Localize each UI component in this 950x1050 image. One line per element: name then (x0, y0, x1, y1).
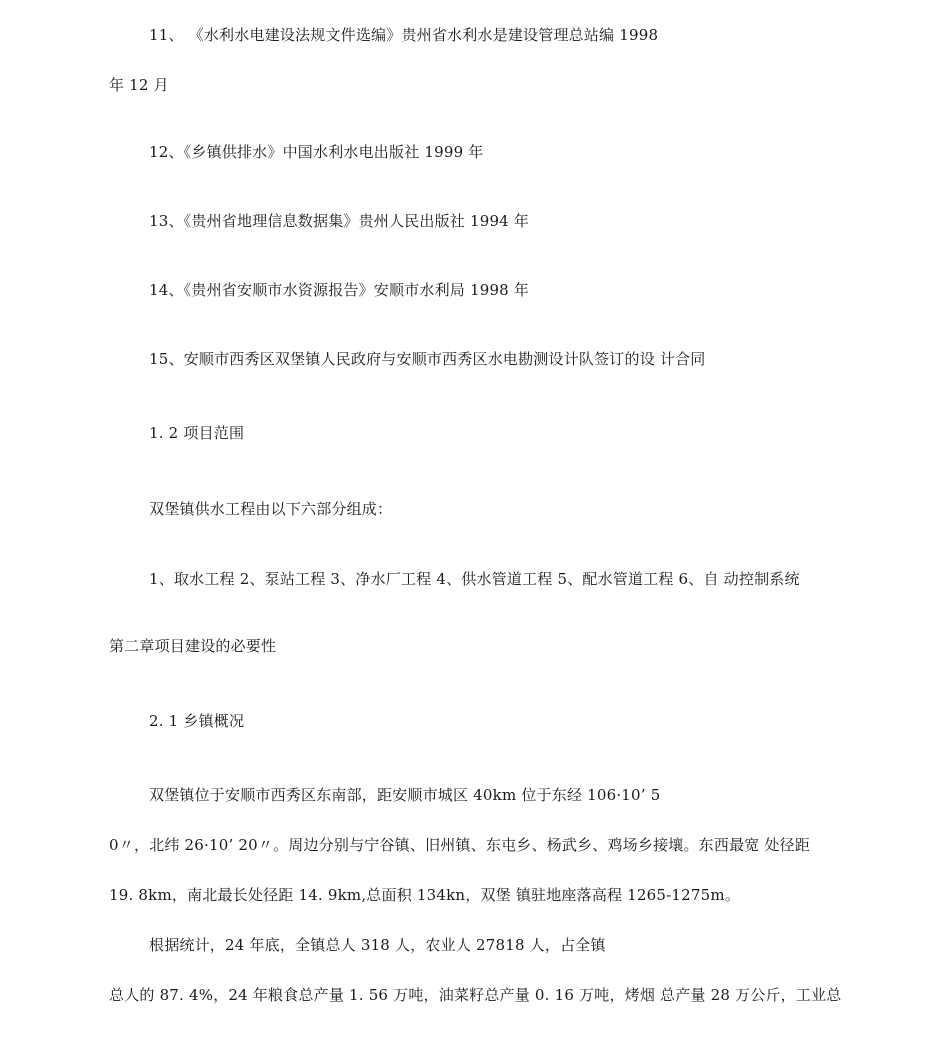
reference-11-line-1: 11、 《水利水电建设法规文件选编》贵州省水利水是建设管理总站编 1998 (149, 26, 659, 44)
section-2-1-para1-line3: 19. 8km，南北最长处径距 14. 9km,总面积 134kn，双堡 镇驻地座落高程 1265-1275m。 (109, 886, 741, 904)
section-2-1-para2-line1: 根据统计，24 年底，全镇总人 318 人，农业人 27818 人，占全镇 (149, 936, 606, 954)
section-2-1-para1-line2: 0〃，北纬 26·10’ 20〃。周边分别与宁谷镇、旧州镇、东屯乡、杨武乡、鸡场乡接壤。东西最宽 处径距 (109, 836, 811, 854)
section-1-2-components: 1、取水工程 2、泵站工程 3、净水厂工程 4、供水管道工程 5、配水管道工程 6、自 动控制系统 (149, 570, 800, 588)
section-1-2-intro: 双堡镇供水工程由以下六部分组成： (149, 500, 393, 518)
reference-12: 12、《乡镇供排水》中国水利水电出版社 1999 年 (149, 143, 484, 161)
section-2-1-para2-line2: 总人的 87. 4%，24 年粮食总产量 1. 56 万吨，油菜籽总产量 0. 16 万吨，烤烟 总产量 28 万公斤，工业总 (109, 986, 842, 1004)
section-2-1-para1-line1: 双堡镇位于安顺市西秀区东南部，距安顺市城区 40km 位于东经 106·10’ 5 (149, 786, 661, 804)
section-2-1-heading: 2. 1 乡镇概况 (149, 712, 245, 730)
reference-15: 15、安顺市西秀区双堡镇人民政府与安顺市西秀区水电勘测设计队签订的设 计合同 (149, 350, 706, 368)
reference-11-line-2: 年 12 月 (109, 76, 169, 94)
section-1-2-heading: 1. 2 项目范围 (149, 424, 245, 442)
reference-14: 14、《贵州省安顺市水资源报告》安顺市水利局 1998 年 (149, 281, 530, 299)
chapter-2-title: 第二章项目建设的必要性 (109, 637, 277, 655)
reference-13: 13、《贵州省地理信息数据集》贵州人民出版社 1994 年 (149, 212, 530, 230)
